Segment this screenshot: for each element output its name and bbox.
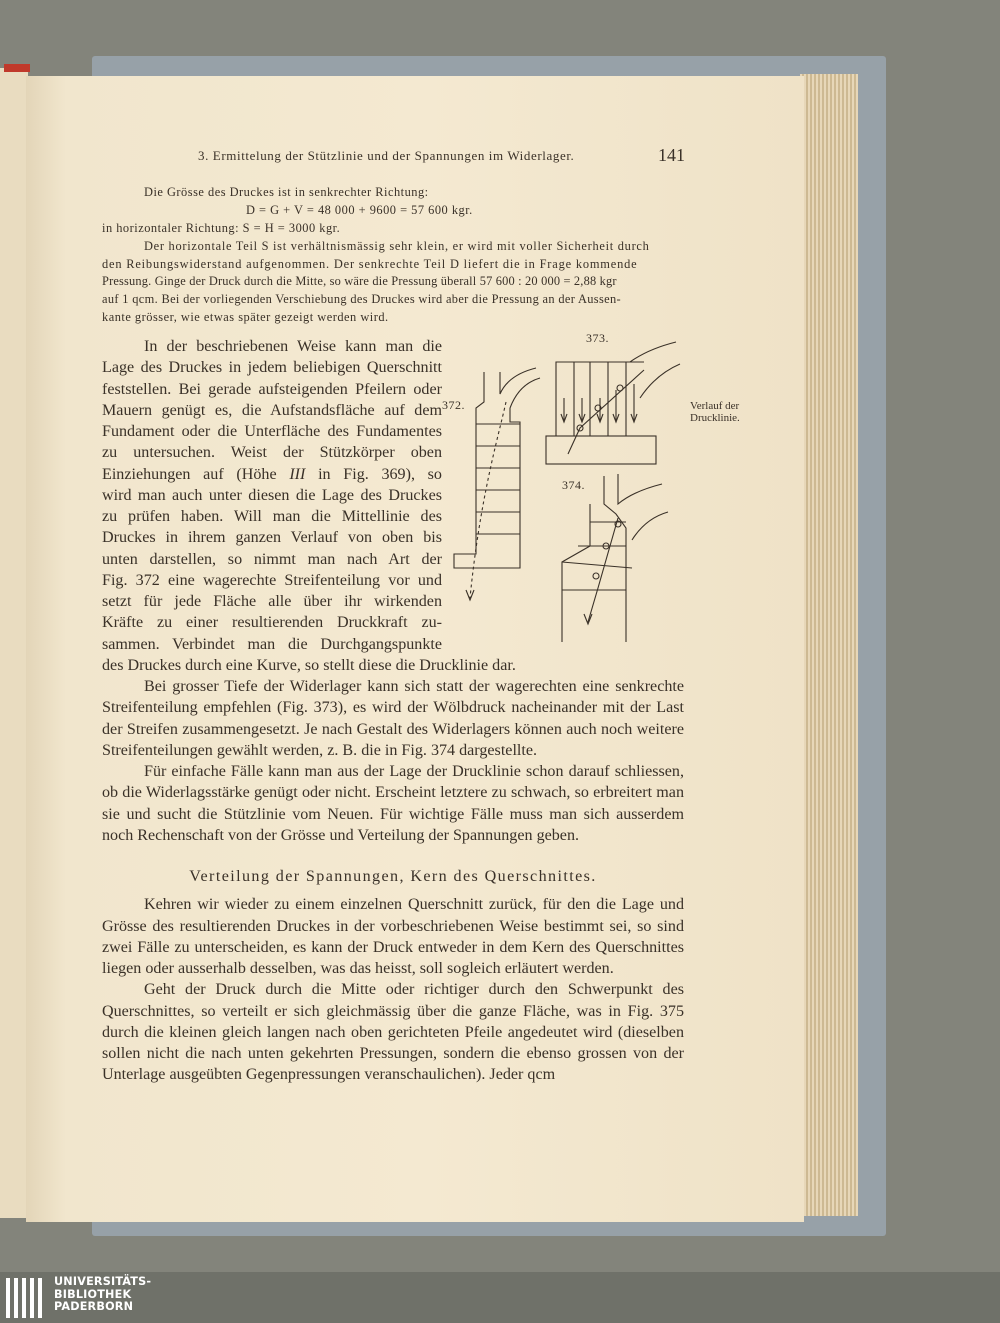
text-fragment: in Fig. 369), so — [318, 465, 442, 483]
text-line: Mauern genügt es, die Aufstandsfläche auf dem — [102, 401, 442, 419]
paragraph: des Druckes durch eine Kurve, so stellt diese die Drucklinie dar. — [102, 656, 516, 674]
bookmark-ribbon — [4, 64, 30, 72]
paragraph: Geht der Druck durch die Mitte oder richtiger durch den Schwerpunkt des Querschnittes, so verteilt er sich gleichmässig über die ganze Fläche, was in Fig. 375 durch die kleinen gleich langen nach oben gerichteten Pfeile angedeutet wird (dieselben sollen nicht die nach unten gekehrten Pressungen, sondern die ebenso grossen von der Unterlage ausgeübten Gegenpressungen veranschaulichen). Jeder qcm — [102, 981, 684, 1084]
figures-372-374 — [440, 328, 696, 648]
text-line: feststellen. Bei gerade aufsteigenden Pfeilern oder — [102, 380, 442, 398]
figure-label-374: 374. — [562, 478, 585, 492]
margin-note-line: Drucklinie. — [690, 412, 740, 424]
pre-figure-text — [102, 336, 442, 655]
library-logo-icon — [4, 1276, 48, 1320]
text-line: unten darstellen, so nimmt man nach Art der — [102, 550, 442, 568]
fig-372 — [454, 368, 540, 600]
text-line: zu prüfen haben. Will man die Mittellinie des — [102, 508, 442, 525]
fig-373 — [546, 342, 680, 464]
text-line: Druckes in ihrem ganzen Verlauf von oben bis — [102, 529, 442, 547]
text-line: sammen. Verbindet man die Durchgangspunkte — [102, 635, 442, 653]
paragraph: Kehren wir wieder zu einem einzelnen Querschnitt zurück, für den die Lage und Grösse des resultierenden Druckes in der vorbeschriebenen Weise bestimmt sei, so sind zwei Fälle zu unterscheiden, es kann der Druck entweder in dem Kern des Querschnittes liegen oder ausserhalb desselben, was das heisst, soll sogleich erläutert werden. — [102, 896, 684, 977]
italic-numeral: III — [289, 465, 306, 483]
section-heading: Verteilung der Spannungen, Kern des Querschnittes. — [189, 868, 597, 885]
text-line: In der beschriebenen Weise kann man die — [144, 338, 442, 355]
text-line: wird man auch unter diesen die Lage des Druckes — [102, 486, 442, 504]
figure-372-drawing — [440, 328, 696, 648]
paragraph: Für einfache Fälle kann man aus der Lage der Drucklinie schon darauf schliessen, ob die Widerlagsstärke genügt oder nicht. Erscheint letztere zu schwach, so erbreitert man sie und sucht die Stützlinie vom Neuen. Für wichtige Fälle muss man sich ausserdem noch Rechenschaft von der Grösse und Verteilung der Spannungen geben. — [102, 763, 684, 844]
text-line: setzt für jede Fläche alle über ihr wirkenden — [102, 593, 442, 610]
small-text-line: Die Grösse des Druckes ist in senkrechter Richtung: — [144, 185, 429, 199]
small-text-line: in horizontaler Richtung: S = H = 3000 kgr. — [102, 221, 341, 235]
page-edges — [800, 74, 858, 1216]
small-text-line: auf 1 qcm. Bei der vorliegenden Verschiebung des Druckes wird aber die Pressung an der Aussen- — [102, 292, 621, 306]
library-name-line: BIBLIOTHEK — [54, 1287, 132, 1301]
text-line: Fundament oder die Unterfläche des Fundamentes — [102, 423, 442, 440]
running-head: 3. Ermittelung der Stützlinie und der Spannungen im Widerlager. — [198, 148, 575, 163]
text-fragment: Einziehungen auf (Höhe — [102, 465, 277, 483]
small-text-line: kante grösser, wie etwas später gezeigt werden wird. — [102, 310, 389, 324]
library-name — [54, 1276, 151, 1314]
small-text-line: Der horizontale Teil S ist verhältnismässig sehr klein, er wird mit voller Sicherheit durch — [144, 239, 650, 253]
text-line: zu untersuchen. Weist der Stützkörper oben — [102, 444, 442, 462]
page-number: 141 — [658, 145, 685, 165]
library-name-line: UNIVERSITÄTS- — [54, 1275, 152, 1288]
figure-label-372: 372. — [442, 398, 465, 412]
text-line — [102, 464, 442, 485]
text-line: Lage des Druckes in jedem beliebigen Querschnitt — [102, 359, 442, 377]
small-text-line: den Reibungswiderstand aufgenommen. Der senkrechte Teil D liefert die in Frage kommende — [102, 257, 638, 271]
library-footer-bar — [0, 1272, 1000, 1323]
fig-374 — [562, 474, 668, 642]
text-line: Fig. 372 eine wagerechte Streifenteilung vor und — [102, 571, 442, 589]
library-name-line: PADERBORN — [54, 1300, 134, 1313]
left-page-edge — [0, 68, 28, 1218]
paragraph: Bei grosser Tiefe der Widerlager kann sich statt der wagerechten eine senkrechte Streifenteilung empfehlen (Fig. 373), es wird der Wölbdruck nacheinander mit der Last der Streifen zusammengesetzt. Je nach Gestalt des Widerlagers können auch noch weitere Streifenteilungen gewählt werden, z. B. die in Fig. 374 dargestellte. — [102, 678, 684, 759]
small-text-line: Pressung. Ginge der Druck durch die Mitte, so wäre die Pressung überall 57 600 : 20 000 = 2,88 kgr — [102, 274, 617, 288]
small-text-formula: D = G + V = 48 000 + 9600 = 57 600 kgr. — [246, 203, 473, 217]
margin-note-line: Verlauf der — [690, 400, 740, 412]
text-line: Kräfte zu einer resultierenden Druckkraft zu- — [102, 614, 442, 632]
figure-label-373: 373. — [586, 331, 609, 345]
after-figure-text — [102, 655, 684, 1086]
